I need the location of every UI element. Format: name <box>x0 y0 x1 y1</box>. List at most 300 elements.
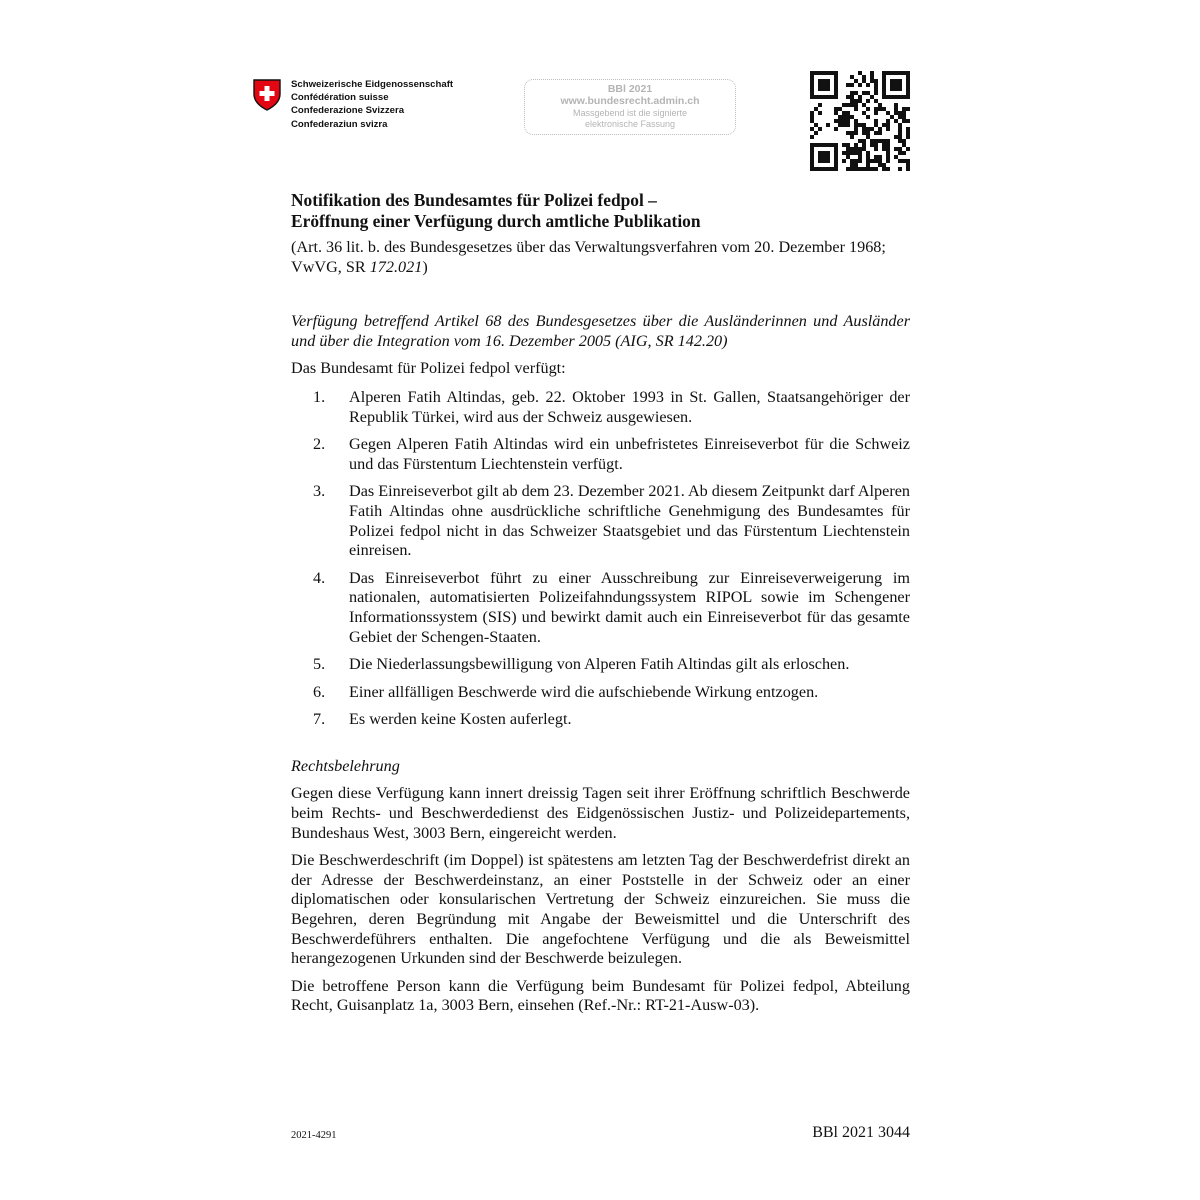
list-item-text: Es werden keine Kosten auferlegt. <box>349 710 572 729</box>
qr-module <box>878 127 882 131</box>
qr-module <box>874 131 878 135</box>
qr-module <box>814 167 818 171</box>
qr-module <box>898 167 902 171</box>
qr-module <box>898 111 902 115</box>
qr-module <box>894 135 898 139</box>
qr-module <box>826 83 830 87</box>
qr-module <box>854 123 858 127</box>
qr-module <box>890 115 894 119</box>
qr-module <box>906 135 910 139</box>
list-item <box>291 482 910 560</box>
qr-module <box>818 71 822 75</box>
qr-module <box>890 83 894 87</box>
qr-module <box>890 87 894 91</box>
qr-module <box>882 163 886 167</box>
qr-module <box>846 131 850 135</box>
qr-module <box>842 143 846 147</box>
qr-module <box>842 119 846 123</box>
qr-module <box>834 159 838 163</box>
qr-module <box>822 151 826 155</box>
list-item <box>291 435 910 474</box>
qr-module <box>858 95 862 99</box>
qr-module <box>862 143 866 147</box>
qr-module <box>882 95 886 99</box>
qr-module <box>906 83 910 87</box>
qr-module <box>862 103 866 107</box>
qr-module <box>906 71 910 75</box>
title-line-1: Notifikation des Bundesamtes für Polizei fedpol – <box>291 190 657 210</box>
qr-module <box>862 139 866 143</box>
qr-module <box>850 167 854 171</box>
qr-module <box>890 95 894 99</box>
qr-module <box>886 167 890 171</box>
qr-module <box>850 95 854 99</box>
qr-module <box>886 127 890 131</box>
main-content <box>291 190 910 1016</box>
official-stamp <box>524 79 736 135</box>
qr-module <box>810 115 814 119</box>
qr-module <box>902 71 906 75</box>
qr-module <box>878 131 882 135</box>
qr-module <box>870 139 874 143</box>
qr-module <box>898 115 902 119</box>
qr-module <box>902 107 906 111</box>
qr-module <box>866 135 870 139</box>
footer-bbl-reference: BBl 2021 3044 <box>812 1124 910 1141</box>
rechtsbelehrung-paragraph-2: Die Beschwerdeschrift (im Doppel) ist spätestens am letzten Tag der Beschwerdefrist direkt an der Adresse der Beschwerdeinstanz, an einer Poststelle in der Schweiz oder an einer diplomatischen oder konsularischen Vertretung der Schweiz einzureichen. Sie muss die Begehren, deren Begründung mit Angabe der Beweismittel und die Unterschrift des Beschwerdeführers enthalten. Die angefochtene Verfügung und die als Beweismittel herangezogenen Urkunden sind der Beschwerde beizulegen. <box>291 851 910 968</box>
qr-module <box>854 119 858 123</box>
qr-module <box>858 83 862 87</box>
qr-module <box>838 107 842 111</box>
qr-module <box>830 71 834 75</box>
qr-module <box>850 159 854 163</box>
qr-module <box>894 147 898 151</box>
qr-module <box>846 147 850 151</box>
qr-module <box>894 83 898 87</box>
qr-module <box>846 83 850 87</box>
qr-module <box>882 87 886 91</box>
title-line-2: Eröffnung einer Verfügung durch amtliche Publikation <box>291 211 701 231</box>
qr-module <box>834 143 838 147</box>
qr-module <box>822 83 826 87</box>
qr-module <box>878 139 882 143</box>
decision-intro: Das Bundesamt für Polizei fedpol verfügt: <box>291 359 566 378</box>
qr-module <box>834 95 838 99</box>
qr-module <box>906 119 910 123</box>
decision-heading: Verfügung betreffend Artikel 68 des Bundesgesetzes über die Ausländerinnen und Ausländer und über die Integration vom 16. Dezember 2005 (AIG, SR 142.20) <box>291 312 910 350</box>
qr-module <box>850 135 854 139</box>
qr-module <box>894 79 898 83</box>
list-item-text: Die Niederlassungsbewilligung von Alperen Fatih Altindas gilt als erloschen. <box>349 655 850 674</box>
qr-module <box>866 151 870 155</box>
qr-module <box>866 115 870 119</box>
qr-module <box>886 71 890 75</box>
qr-module <box>854 143 858 147</box>
qr-module <box>886 95 890 99</box>
qr-module <box>858 159 862 163</box>
qr-module <box>818 95 822 99</box>
qr-module <box>894 111 898 115</box>
stamp-line-2: www.bundesrecht.admin.ch <box>560 95 700 107</box>
qr-module <box>854 79 858 83</box>
qr-module <box>870 75 874 79</box>
qr-module <box>882 143 886 147</box>
qr-module <box>826 87 830 91</box>
qr-module <box>818 155 822 159</box>
qr-module <box>846 115 850 119</box>
qr-module <box>818 159 822 163</box>
qr-module <box>826 123 830 127</box>
qr-module <box>842 111 846 115</box>
qr-module <box>822 87 826 91</box>
qr-module <box>834 83 838 87</box>
qr-module <box>866 107 870 111</box>
qr-module <box>898 159 902 163</box>
qr-module <box>846 95 850 99</box>
qr-module <box>866 167 870 171</box>
qr-module <box>818 103 822 107</box>
legal-basis-sr-number: 172.021 <box>369 257 423 276</box>
qr-module <box>854 131 858 135</box>
confederation-names <box>291 78 453 131</box>
qr-module <box>906 131 910 135</box>
list-item-number: 6. <box>313 682 326 701</box>
qr-module <box>822 71 826 75</box>
qr-module <box>906 167 910 171</box>
list-item-number: 4. <box>313 568 326 587</box>
qr-module <box>810 83 814 87</box>
list-item-text: Einer allfälligen Beschwerde wird die aufschiebende Wirkung entzogen. <box>349 682 819 701</box>
qr-module <box>890 71 894 75</box>
qr-module <box>830 95 834 99</box>
qr-module <box>902 119 906 123</box>
qr-module <box>882 139 886 143</box>
qr-module <box>882 167 886 171</box>
footer-doc-number: 2021-4291 <box>291 1130 337 1141</box>
qr-module <box>882 71 886 75</box>
qr-module <box>862 75 866 79</box>
qr-module <box>842 123 846 127</box>
qr-module <box>822 79 826 83</box>
qr-module <box>886 139 890 143</box>
qr-module <box>898 83 902 87</box>
qr-module <box>850 151 854 155</box>
qr-module <box>874 111 878 115</box>
qr-module <box>886 111 890 115</box>
qr-module <box>906 163 910 167</box>
qr-module <box>858 151 862 155</box>
qr-module <box>834 71 838 75</box>
qr-module <box>834 75 838 79</box>
qr-module <box>822 167 826 171</box>
qr-module <box>822 159 826 163</box>
qr-module <box>854 163 858 167</box>
list-item <box>291 388 910 427</box>
list-item-number: 2. <box>313 435 326 454</box>
qr-module <box>898 123 902 127</box>
qr-module <box>814 71 818 75</box>
qr-module <box>814 95 818 99</box>
qr-module <box>906 91 910 95</box>
rechtsbelehrung-paragraph-1: Gegen diese Verfügung kann innert dreissig Tagen seit ihrer Eröffnung schriftlich Beschwerde beim Rechts- und Beschwerdedienst des Eidgenössischen Justiz- und Polizeidepartements, Bundeshaus West, 3003 Bern, eingereicht werden. <box>291 784 910 842</box>
qr-module <box>894 155 898 159</box>
qr-module <box>858 147 862 151</box>
qr-module <box>870 167 874 171</box>
qr-module <box>850 131 854 135</box>
qr-module <box>874 99 878 103</box>
qr-module <box>878 155 882 159</box>
qr-module <box>838 115 842 119</box>
qr-module <box>834 163 838 167</box>
qr-module <box>894 87 898 91</box>
list-item-text: Das Einreiseverbot gilt ab dem 23. Dezember 2021. Ab diesem Zeitpunkt darf Alperen Fatih Altindas ohne ausdrückliche schriftliche Genehmigung des Bundesamtes für Polizei fedpol nicht in das Schweizer Staatsgebiet und das Fürstentum Liechtenstein einreisen. <box>349 482 911 560</box>
list-item-number: 5. <box>313 655 326 674</box>
list-item-text: Alperen Fatih Altindas, geb. 22. Oktober 1993 in St. Gallen, Staatsangehöriger der Republik Türkei, wird aus der Schweiz ausgewiesen. <box>349 387 910 426</box>
qr-module <box>834 167 838 171</box>
qr-module <box>874 79 878 83</box>
qr-module <box>886 151 890 155</box>
qr-module <box>878 107 882 111</box>
qr-module <box>850 75 854 79</box>
qr-module <box>874 167 878 171</box>
qr-module <box>866 99 870 103</box>
qr-module <box>898 135 902 139</box>
qr-module <box>830 143 834 147</box>
qr-module <box>874 139 878 143</box>
qr-module <box>810 155 814 159</box>
qr-module <box>826 95 830 99</box>
list-item <box>291 683 910 703</box>
qr-module <box>826 79 830 83</box>
stamp-line-4: elektronische Fassung <box>584 119 676 129</box>
qr-module <box>838 123 842 127</box>
qr-module <box>886 147 890 151</box>
qr-module <box>810 127 814 131</box>
qr-module <box>850 99 854 103</box>
decision-list <box>291 388 910 730</box>
qr-module <box>898 151 902 155</box>
qr-module <box>822 95 826 99</box>
qr-module <box>810 147 814 151</box>
qr-module <box>842 103 846 107</box>
qr-module <box>906 147 910 151</box>
list-item-text: Das Einreiseverbot führt zu einer Ausschreibung zur Einreiseverweigerung im nationalen, automatisierten Polizeifahndungssystem RIPOL sowie im Schengener Informationssystem (SIS) und bewirkt damit auch ein Einreiseverbot für das gesamte Gebiet der Schengen-Staaten. <box>349 568 910 646</box>
qr-module <box>874 159 878 163</box>
qr-module <box>866 91 870 95</box>
qr-module <box>882 91 886 95</box>
list-item-number: 1. <box>313 387 326 406</box>
qr-module <box>810 71 814 75</box>
qr-module <box>834 151 838 155</box>
qr-module <box>866 155 870 159</box>
qr-module <box>826 71 830 75</box>
qr-module <box>906 79 910 83</box>
qr-module <box>826 159 830 163</box>
qr-module <box>870 127 874 131</box>
qr-module <box>874 119 878 123</box>
qr-module <box>874 143 878 147</box>
qr-module <box>898 79 902 83</box>
qr-module <box>886 155 890 159</box>
qr-module <box>854 167 858 171</box>
qr-module <box>886 123 890 127</box>
qr-module <box>810 163 814 167</box>
qr-module <box>846 167 850 171</box>
qr-module <box>842 151 846 155</box>
qr-module <box>906 87 910 91</box>
confed-name-fr: Confédération suisse <box>291 92 389 104</box>
qr-module <box>810 151 814 155</box>
qr-module <box>862 123 866 127</box>
qr-module <box>886 143 890 147</box>
qr-module <box>826 167 830 171</box>
qr-module <box>854 127 858 131</box>
legal-basis-prefix: (Art. 36 lit. b. des Bundesgesetzes über das Verwaltungsverfahren vom 20. Dezember 1968; VwVG, SR <box>291 238 886 276</box>
qr-module <box>850 115 854 119</box>
qr-module <box>858 139 862 143</box>
qr-module <box>862 131 866 135</box>
qr-module <box>906 107 910 111</box>
qr-module <box>834 119 838 123</box>
qr-module <box>818 151 822 155</box>
qr-module <box>846 111 850 115</box>
qr-module <box>842 115 846 119</box>
qr-module <box>846 119 850 123</box>
list-item-text: Gegen Alperen Fatih Altindas wird ein unbefristetes Einreiseverbot für die Schweiz und das Fürstentum Liechtenstein verfügt. <box>349 435 910 473</box>
qr-module <box>818 111 822 115</box>
qr-module <box>898 127 902 131</box>
qr-module <box>862 147 866 151</box>
qr-module <box>886 159 890 163</box>
qr-module <box>902 143 906 147</box>
qr-module <box>834 155 838 159</box>
qr-module <box>894 95 898 99</box>
qr-module <box>854 99 858 103</box>
qr-module <box>898 71 902 75</box>
qr-module <box>818 83 822 87</box>
qr-module <box>874 83 878 87</box>
qr-module <box>882 123 886 127</box>
qr-module <box>890 79 894 83</box>
qr-module <box>886 119 890 123</box>
legal-basis <box>291 238 910 277</box>
qr-module <box>902 111 906 115</box>
qr-module <box>846 151 850 155</box>
qr-module <box>834 79 838 83</box>
qr-module <box>870 159 874 163</box>
qr-module <box>862 111 866 115</box>
rechtsbelehrung-paragraph-3: Die betroffene Person kann die Verfügung beim Bundesamt für Polizei fedpol, Abteilung Recht, Guisanplatz 1a, 3003 Bern, einsehen (Ref.-Nr.: RT-21-Ausw-03). <box>291 976 910 1015</box>
qr-module <box>842 159 846 163</box>
qr-module <box>810 95 814 99</box>
qr-module <box>874 91 878 95</box>
qr-module <box>810 79 814 83</box>
qr-module <box>882 75 886 79</box>
qr-module <box>870 95 874 99</box>
qr-module <box>866 127 870 131</box>
stamp-line-1: BBl 2021 <box>607 83 653 95</box>
qr-module <box>810 159 814 163</box>
qr-module <box>810 167 814 171</box>
qr-module <box>906 127 910 131</box>
qr-module <box>894 103 898 107</box>
qr-module <box>818 79 822 83</box>
qr-module <box>826 143 830 147</box>
rechtsbelehrung-heading: Rechtsbelehrung <box>291 756 400 775</box>
qr-module <box>858 155 862 159</box>
qr-module <box>862 127 866 131</box>
qr-module <box>850 147 854 151</box>
qr-module <box>894 71 898 75</box>
qr-module <box>834 91 838 95</box>
qr-module <box>846 123 850 127</box>
qr-module <box>854 103 858 107</box>
qr-module <box>874 107 878 111</box>
qr-module <box>878 103 882 107</box>
qr-module <box>858 167 862 171</box>
qr-module <box>810 119 814 123</box>
qr-module <box>846 155 850 159</box>
qr-module <box>882 107 886 111</box>
qr-code-icon <box>810 71 910 171</box>
qr-module <box>906 159 910 163</box>
qr-module <box>854 147 858 151</box>
qr-module <box>818 87 822 91</box>
qr-module <box>818 143 822 147</box>
qr-module <box>850 83 854 87</box>
confed-name-it: Confederazione Svizzera <box>291 105 405 117</box>
qr-module <box>866 163 870 167</box>
page-title <box>291 190 910 232</box>
qr-module <box>902 139 906 143</box>
qr-module <box>882 79 886 83</box>
qr-module <box>902 115 906 119</box>
qr-module <box>854 151 858 155</box>
qr-module <box>818 167 822 171</box>
list-item <box>291 655 910 675</box>
qr-module <box>870 79 874 83</box>
qr-module <box>862 167 866 171</box>
qr-module <box>814 107 818 111</box>
qr-module <box>906 95 910 99</box>
qr-module <box>906 75 910 79</box>
qr-module <box>898 131 902 135</box>
qr-module <box>902 95 906 99</box>
list-item <box>291 710 910 730</box>
qr-module <box>874 123 878 127</box>
qr-module <box>898 95 902 99</box>
qr-module <box>834 111 838 115</box>
qr-module <box>898 139 902 143</box>
qr-module <box>882 147 886 151</box>
qr-module <box>830 167 834 171</box>
qr-module <box>850 163 854 167</box>
qr-module <box>854 107 858 111</box>
qr-module <box>810 75 814 79</box>
qr-module <box>874 155 878 159</box>
qr-module <box>854 159 858 163</box>
qr-module <box>854 91 858 95</box>
qr-module <box>810 135 814 139</box>
qr-module <box>826 155 830 159</box>
qr-module <box>902 151 906 155</box>
qr-module <box>834 127 838 131</box>
qr-module <box>902 159 906 163</box>
qr-module <box>878 163 882 167</box>
qr-module <box>882 83 886 87</box>
qr-module <box>874 147 878 151</box>
qr-module <box>846 103 850 107</box>
